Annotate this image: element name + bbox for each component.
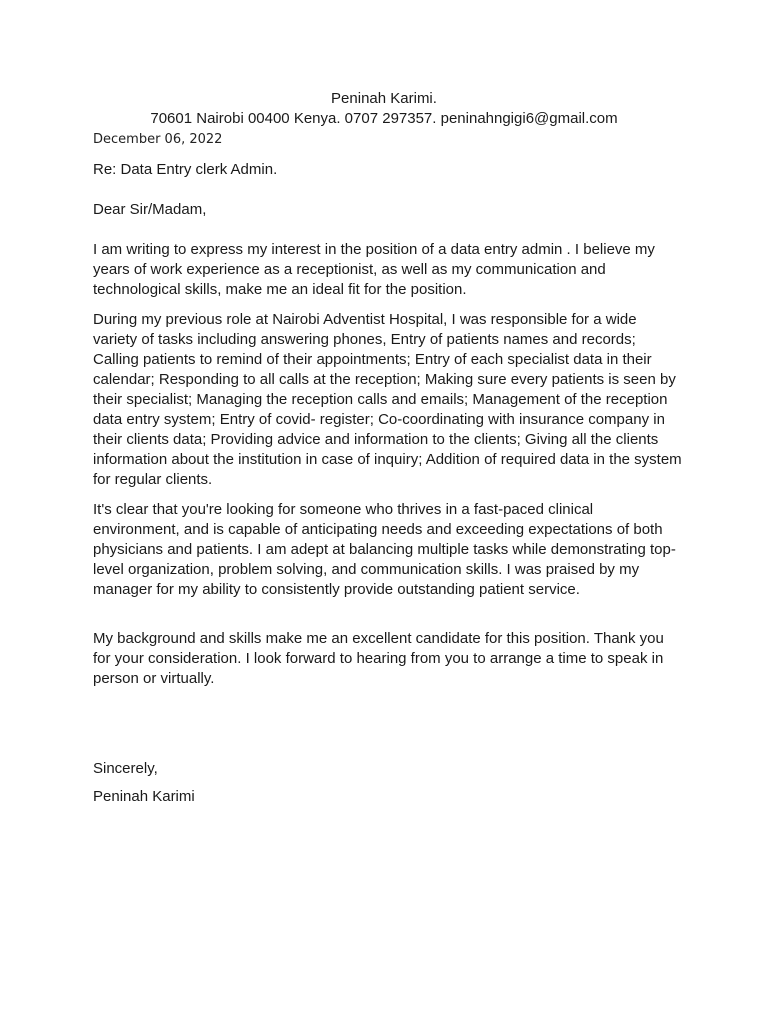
letter-date: December 06, 2022 xyxy=(93,132,223,147)
closing: Sincerely, xyxy=(93,760,158,777)
sender-contact: 70601 Nairobi 00400 Kenya. 0707 297357. peninahngigi6@gmail.com xyxy=(150,110,618,127)
sender-name: Peninah Karimi. xyxy=(331,90,437,107)
salutation: Dear Sir/Madam, xyxy=(93,201,207,218)
body-paragraph-1: I am writing to express my interest in the position of a data entry admin . I believe my years of work experience as a receptionist, as well as my communication and technological skills, make me an ideal fit for the position. xyxy=(93,241,655,298)
subject-line: Re: Data Entry clerk Admin. xyxy=(93,161,278,178)
body-paragraph-3: It's clear that you're looking for someone who thrives in a fast-paced clinical environment, and is capable of anticipating needs and exceeding expectations of both physicians and patients. I am adept at balancing multiple tasks while demonstrating top-level organization, problem solving, and communication skills. I was praised by my manager for my ability to consistently provide outstanding patient service. xyxy=(93,501,676,598)
body-paragraph-4: My background and skills make me an excellent candidate for this position. Thank you for your consideration. I look forward to hearing from you to arrange a time to speak in person or virtually. xyxy=(93,630,664,687)
signature-name: Peninah Karimi xyxy=(93,788,195,805)
body-paragraph-2: During my previous role at Nairobi Adventist Hospital, I was responsible for a wide variety of tasks including answering phones, Entry of patients names and records; Calling patients to remind of their appointments; Entry of each specialist data in their calendar; Responding to all calls at the reception; Making sure every patients is seen by their specialist; Managing the reception calls and emails; Management of the reception data entry system; Entry of covid- register; Co-coordinating with insurance company in their clients data; Providing advice and information to the clients; Giving all the clients information about the institution in case of inquiry; Addition of required data in the system for regular clients. xyxy=(93,311,682,488)
